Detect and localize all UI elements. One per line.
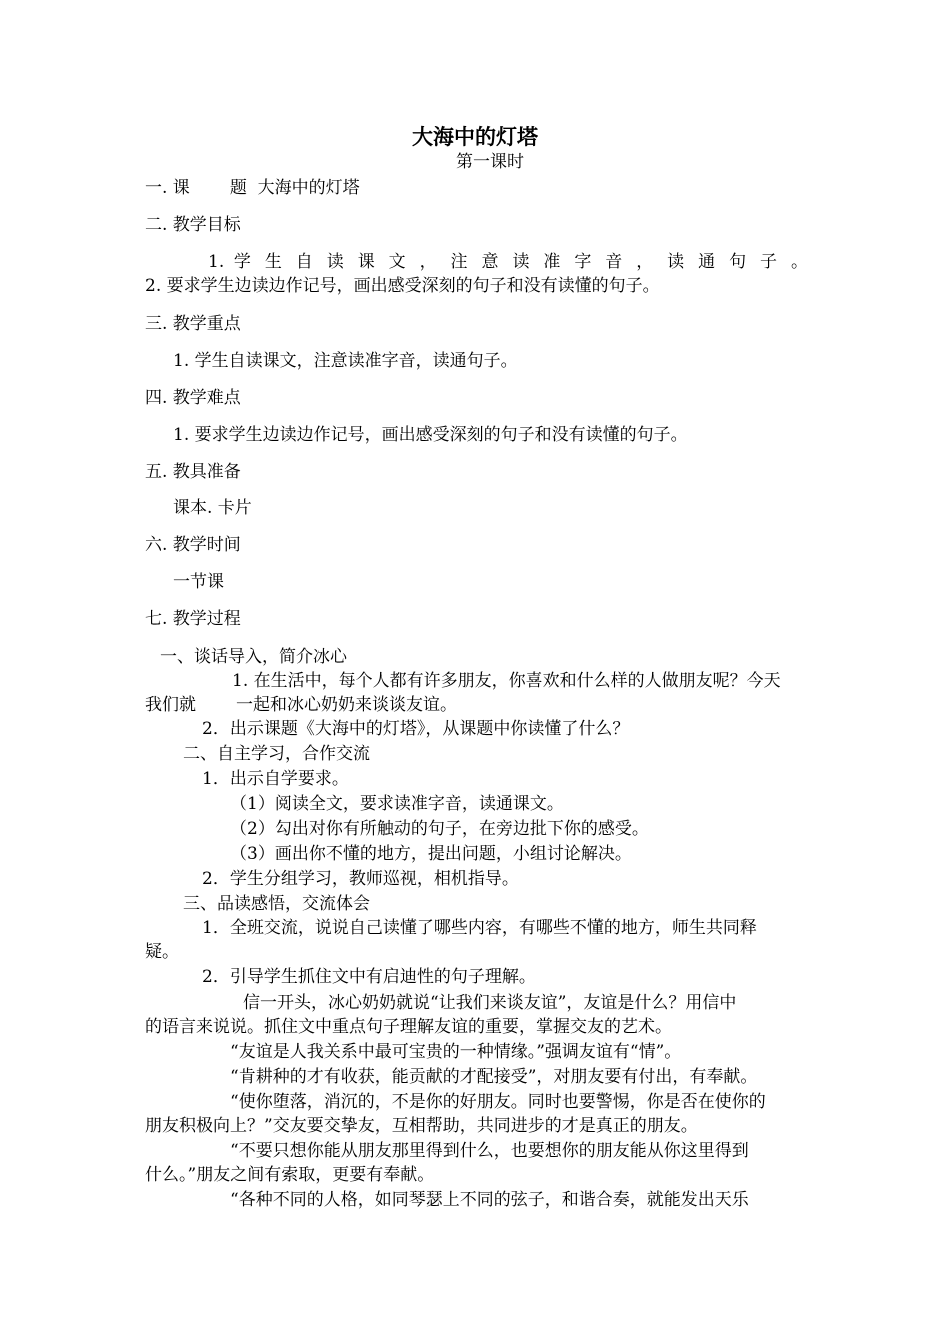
quote-4b: 什么。”朋友之间有索取，更要有奉献。 <box>145 1165 435 1185</box>
tools-text: 课本. 卡片 <box>173 498 252 518</box>
process-step-1-item-1b-part-b: 一起和冰心奶奶来谈谈友谊。 <box>236 695 457 715</box>
section-topic-label-2: 题 <box>229 178 247 198</box>
quote-3a: “使你堕落，消沉的，不是你的好朋友。同时也要警惕，你是否在使你的 <box>230 1092 766 1112</box>
process-step-1-item-2: 2．出示课题《大海中的灯塔》，从课题中你读懂了什么？ <box>202 719 630 739</box>
quote-2: “肯耕种的才有收获，能贡献的才配接受”，对朋友要有付出，有奉献。 <box>230 1067 758 1087</box>
section-difficulty-heading: 四. 教学难点 <box>145 388 241 408</box>
quote-3b: 朋友积极向上？”交友要交挚友，互相帮助，共同进步的才是真正的朋友。 <box>145 1116 698 1136</box>
quote-4a: “不要只想你能从朋友那里得到什么，也要想你的朋友能从你这里得到 <box>230 1141 749 1161</box>
section-goals-heading: 二. 教学目标 <box>145 215 241 235</box>
section-process-heading: 七. 教学过程 <box>145 609 241 629</box>
quote-1: “友谊是人我关系中最可宝贵的一种情缘。”强调友谊有“情”。 <box>230 1042 682 1062</box>
document-subtitle: 第一课时 <box>456 152 524 172</box>
process-step-1-item-1a: 1. 在生活中，每个人都有许多朋友，你喜欢和什么样的人做朋友呢？今天 <box>232 671 781 691</box>
time-text: 一节课 <box>173 572 224 592</box>
section-time-heading: 六. 教学时间 <box>145 535 241 555</box>
process-step-3-item-2: 2．引导学生抓住文中有启迪性的句子理解。 <box>202 967 536 987</box>
section-tools-heading: 五. 教具准备 <box>145 462 241 482</box>
section-topic-label: 一. 课 <box>145 178 190 198</box>
process-step-2-sub-1: （1）阅读全文，要求读准字音，读通课文。 <box>230 794 564 814</box>
process-step-2-sub-3: （3）画出你不懂的地方，提出问题，小组讨论解决。 <box>230 844 632 864</box>
process-step-3-heading: 三、品读感悟，交流体会 <box>183 894 370 914</box>
process-step-3-item-1b: 疑。 <box>145 942 179 962</box>
quote-5a: “各种不同的人格，如同琴瑟上不同的弦子，和谐合奏，就能发出天乐 <box>230 1190 749 1210</box>
process-step-2-item-2: 2．学生分组学习，教师巡视，相机指导。 <box>202 869 519 889</box>
goal-line-2: 2. 要求学生边读边作记号，画出感受深刻的句子和没有读懂的句子。 <box>145 276 660 296</box>
section-topic-value: 大海中的灯塔 <box>257 178 360 198</box>
process-step-1-item-1b-part-a: 我们就 <box>145 695 196 715</box>
difficulty-text: 1. 要求学生边读边作记号，画出感受深刻的句子和没有读懂的句子。 <box>173 425 688 445</box>
process-step-1-item-1b <box>145 695 457 715</box>
process-step-2-item-1: 1．出示自学要求。 <box>202 769 349 789</box>
goal-line-1: 1. 学 生 自 读 课 文 ， 注 意 读 准 字 音 ， 读 通 句 子 。 <box>208 252 808 272</box>
section-key-heading: 三. 教学重点 <box>145 314 241 334</box>
document-title: 大海中的灯塔 <box>412 124 538 149</box>
process-step-2-sub-2: （2）勾出对你有所触动的句子，在旁边批下你的感受。 <box>230 819 649 839</box>
process-step-2-heading: 二、自主学习，合作交流 <box>183 744 370 764</box>
section-topic <box>145 178 360 198</box>
key-point-text: 1. 学生自读课文，注意读准字音，读通句子。 <box>173 351 518 371</box>
process-step-3-para-a: 信一开头，冰心奶奶就说“让我们来谈友谊”，友谊是什么？用信中 <box>243 993 737 1013</box>
process-step-1-heading: 一、谈话导入，简介冰心 <box>160 647 347 667</box>
process-step-3-para-b: 的语言来说说。抓住文中重点句子理解友谊的重要，掌握交友的艺术。 <box>145 1017 672 1037</box>
process-step-3-item-1a: 1．全班交流，说说自己读懂了哪些内容，有哪些不懂的地方，师生共同释 <box>202 918 757 938</box>
